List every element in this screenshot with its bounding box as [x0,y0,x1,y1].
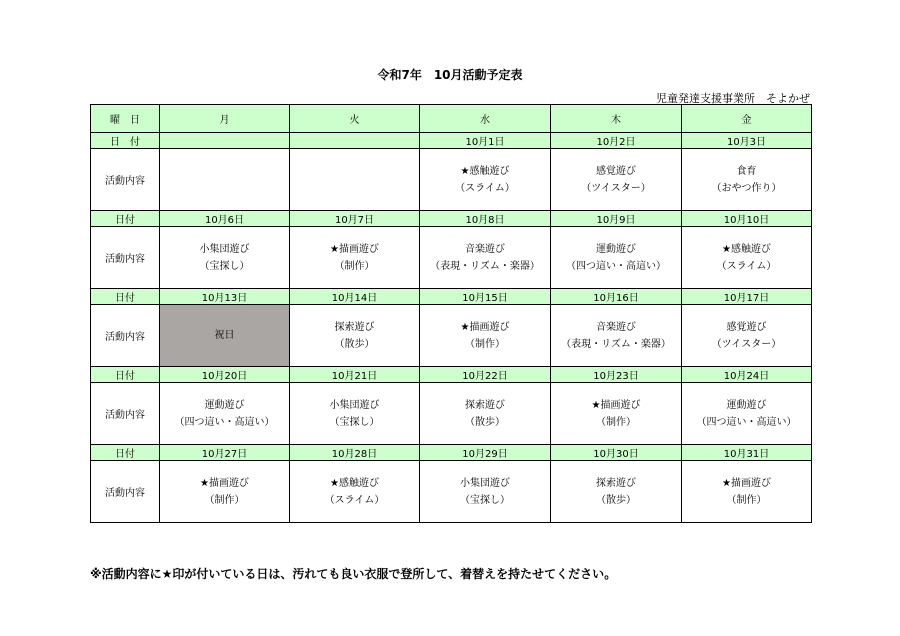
activity-name: 探索遊び [334,321,375,333]
date-row-label: 日付 [91,289,160,305]
organization-name: 児童発達支援事業所 そよかぜ [656,92,810,105]
activity-cell-thursday [551,305,682,367]
date-row-label: 日 付 [91,133,160,149]
date-cell-thursday: 10月2日 [551,133,682,149]
date-row-label: 日付 [91,445,160,461]
date-cell-tuesday: 10月28日 [290,445,420,461]
activity-detail: （制作） [726,494,767,506]
activity-cell-wednesday [420,149,551,211]
weekday-thursday: 木 [551,105,682,133]
activity-detail: （表現・リズム・楽器） [430,260,540,272]
date-cell-friday: 10月24日 [682,367,812,383]
weekday-wednesday: 水 [420,105,551,133]
date-cell-tuesday: 10月14日 [290,289,420,305]
activity-cell-thursday [551,149,682,211]
weekday-monday: 月 [160,105,290,133]
activity-cell-friday [682,383,812,445]
document-title: 令和7年 10月活動予定表 [377,68,523,82]
date-row [91,445,812,461]
activity-cell-tuesday [290,383,420,445]
date-cell-monday [160,133,290,149]
activity-name: ★描画遊び [200,477,249,489]
activity-name: 小集団遊び [460,477,510,489]
activity-name: 祝日 [214,330,235,341]
activity-name: 運動遊び [596,243,636,255]
activity-row [91,227,812,289]
activity-detail: （散歩） [334,338,375,350]
activity-row-label: 活動内容 [91,461,160,523]
date-cell-wednesday: 10月22日 [420,367,551,383]
activity-cell-friday [682,149,812,211]
activity-detail: （ツイスター） [581,182,651,194]
activity-detail: （スライム） [455,182,515,194]
activity-cell-wednesday [420,461,551,523]
date-cell-friday: 10月3日 [682,133,812,149]
activity-name: 小集団遊び [199,243,250,255]
activity-cell-wednesday [420,227,551,289]
date-cell-wednesday: 10月29日 [420,445,551,461]
date-cell-wednesday: 10月1日 [420,133,551,149]
date-cell-tuesday: 10月7日 [290,211,420,227]
date-cell-thursday: 10月9日 [551,211,682,227]
activity-detail: （ツイスター） [711,338,782,350]
date-row-label: 日付 [91,211,160,227]
activity-detail: （宝探し） [329,416,380,428]
date-cell-monday: 10月6日 [160,211,290,227]
activity-detail: （散歩） [596,494,636,506]
activity-detail: （四つ這い・高這い） [696,416,797,428]
activity-row-label: 活動内容 [91,227,160,289]
activity-cell-monday [160,227,290,289]
activity-detail: （スライム） [716,260,777,272]
activity-name: ★描画遊び [722,477,771,489]
date-cell-wednesday: 10月15日 [420,289,551,305]
activity-row-label: 活動内容 [91,149,160,211]
footer-note: ※活動内容に★印が付いている日は、汚れても良い衣服で登所して、着替えを持たせてください。 [90,567,617,581]
activity-cell-friday [682,305,812,367]
activity-name: ★描画遊び [330,243,379,255]
activity-detail: （表現・リズム・楽器） [561,338,671,350]
activity-schedule-table [90,104,812,523]
activity-detail: （宝探し） [460,494,510,506]
date-row [91,133,812,149]
date-row-label: 日付 [91,367,160,383]
date-cell-thursday: 10月30日 [551,445,682,461]
date-cell-thursday: 10月16日 [551,289,682,305]
activity-cell-tuesday [290,149,420,211]
activity-detail: （四つ這い・高這い） [566,260,666,272]
date-cell-monday: 10月13日 [160,289,290,305]
date-row [91,367,812,383]
activity-name: 運動遊び [726,399,767,411]
date-cell-tuesday [290,133,420,149]
date-cell-tuesday: 10月21日 [290,367,420,383]
activity-detail: （制作） [596,416,636,428]
date-cell-monday: 10月27日 [160,445,290,461]
activity-cell-tuesday [290,227,420,289]
activity-name: 運動遊び [204,399,245,411]
activity-name: ★感触遊び [330,477,379,489]
weekday-header-label: 曜 日 [91,105,160,133]
activity-cell-tuesday [290,461,420,523]
activity-cell-friday [682,461,812,523]
activity-row [91,383,812,445]
activity-cell-friday [682,227,812,289]
activity-cell-wednesday [420,305,551,367]
date-cell-monday: 10月20日 [160,367,290,383]
activity-detail: （四つ這い・高這い） [174,416,275,428]
activity-cell-monday [160,149,290,211]
activity-cell-tuesday [290,305,420,367]
activity-name: 音楽遊び [465,243,505,255]
date-cell-friday: 10月17日 [682,289,812,305]
activity-name: 探索遊び [596,477,636,489]
activity-row [91,305,812,367]
activity-row-label: 活動内容 [91,383,160,445]
date-cell-thursday: 10月23日 [551,367,682,383]
activity-name: ★感触遊び [460,165,510,177]
activity-name: 食育 [736,165,757,177]
date-cell-wednesday: 10月8日 [420,211,551,227]
activity-name: 感覚遊び [596,165,636,177]
activity-name: ★感触遊び [722,243,771,255]
activity-name: ★描画遊び [460,321,510,333]
date-row [91,211,812,227]
activity-row-label: 活動内容 [91,305,160,367]
activity-cell-thursday [551,227,682,289]
activity-cell-monday [160,383,290,445]
date-row [91,289,812,305]
activity-cell-monday [160,461,290,523]
date-cell-friday: 10月31日 [682,445,812,461]
activity-row [91,149,812,211]
activity-name: 音楽遊び [596,321,636,333]
activity-detail: （おやつ作り） [711,182,782,194]
activity-name: 小集団遊び [329,399,380,411]
activity-cell-wednesday [420,383,551,445]
activity-detail: （スライム） [324,494,385,506]
activity-name: 探索遊び [465,399,505,411]
holiday-cell [160,305,290,367]
weekday-header-row [91,105,812,133]
activity-cell-thursday [551,461,682,523]
weekday-tuesday: 火 [290,105,420,133]
activity-detail: （制作） [465,338,505,350]
activity-name: ★描画遊び [591,399,641,411]
activity-cell-thursday [551,383,682,445]
weekday-friday: 金 [682,105,812,133]
activity-detail: （制作） [204,494,245,506]
activity-detail: （宝探し） [199,260,250,272]
date-cell-friday: 10月10日 [682,211,812,227]
activity-row [91,461,812,523]
activity-detail: （制作） [334,260,375,272]
activity-name: 感覚遊び [726,321,767,333]
activity-detail: （散歩） [465,416,505,428]
